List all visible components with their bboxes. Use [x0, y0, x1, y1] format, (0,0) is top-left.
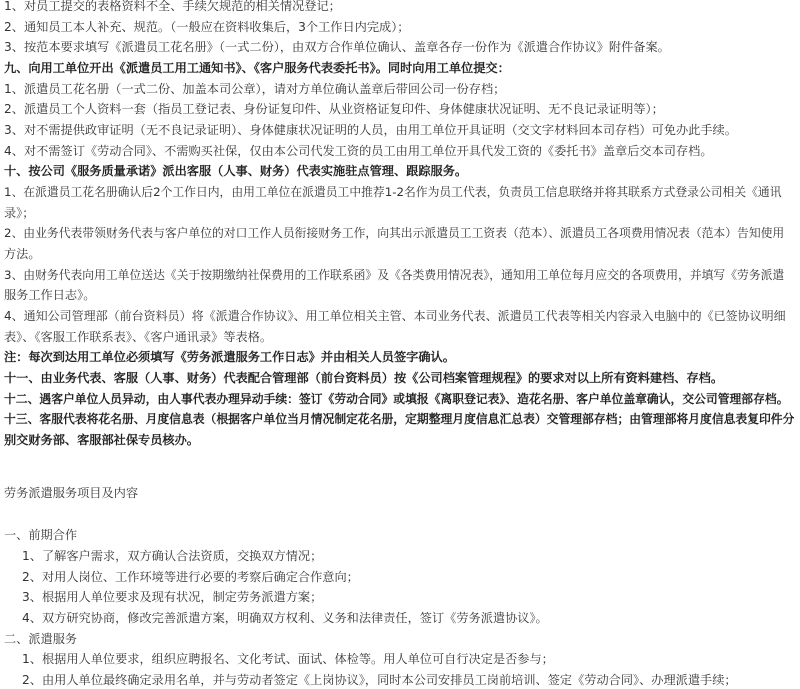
text-line: 2、派遣员工个人资料一套（指员工登记表、身份证复印件、从业资格证复印件、身体健康状况证明、无不良记录证明等）；	[4, 102, 664, 117]
section-heading: 十三、客服代表将花名册、月度信息表（根据客户单位当月情况制定花名册，定期整理月度信息汇总表）交管理部存档；由管理部将月度信息表复印件分	[4, 412, 794, 427]
text-line: 2、通知员工本人补充、规范。（一般应在资料收集后，3个工作日内完成）；	[4, 19, 410, 34]
text-line: 2、由业务代表带领财务代表与客户单位的对口工作人员衔接财务工作，向其出示派遣员工工资表（范本）、派遣员工各项费用情况表（范本）告知使用	[4, 226, 785, 241]
section-heading: 二、派遣服务	[4, 631, 78, 646]
text-line: 1、派遣员工花名册（一式二份、加盖本司公章），请对方单位确认盖章后带回公司一份存档；	[4, 81, 506, 96]
section-heading: 十、按公司《服务质量承诺》派出客服（人事、财务）代表实施驻点管理、跟踪服务。	[4, 164, 468, 179]
list-item: 1、根据用人单位要求，组织应聘报名、文化考试、面试、体检等。用人单位可自行决定是否参与；	[22, 652, 554, 667]
text-line: 4、通知公司管理部（前台资料员）将《派遣合作协议》、用工单位相关主管、本司业务代表、派遣员工代表等相关内容录入电脑中的《已签协议明细	[4, 309, 786, 323]
section-heading: 十二、遇客户单位人员异动，由人事代表办理异动手续：签订《劳动合同》或填报《离职登记表》、造花名册、客户单位盖章确认，交公司管理部存档。	[4, 391, 789, 406]
list-item: 4、双方研究协商，修改完善派遣方案，明确双方权利、义务和法律责任，签订《劳务派遣协议》。	[22, 611, 548, 625]
text-line: 方法。	[4, 247, 41, 261]
list-item: 2、对用人岗位、工作环境等进行必要的考察后确定合作意向；	[22, 569, 359, 584]
text-line: 服务工作日志》。	[4, 288, 96, 303]
list-item: 1、了解客户需求，双方确认合法资质，交换双方情况；	[22, 549, 323, 563]
text-line: 3、按范本要求填写《派遣员工花名册》（一式二份），由双方合作单位确认、盖章各存一份作为《派遣合作协议》附件备案。	[4, 40, 670, 55]
section-heading: 别交财务部、客服部社保专员核办。	[4, 433, 199, 448]
text-line: 表》、《客服工作联系表》、《客户通讯录》等表格。	[4, 329, 273, 344]
list-item: 2、由用人单位最终确定录用名单，并与劳动者签定《上岗协议》，同时本公司安排员工岗前培训、签定《劳动合同》、办理派遣手续；	[22, 673, 737, 687]
section-heading: 十一、由业务代表、客服（人事、财务）代表配合管理部（前台资料员）按《公司档案管理规程》的要求对以上所有资料建档、存档。	[4, 371, 724, 385]
text-line: 1、在派遣员工花名册确认后2个工作日内，由用工单位在派遣员工中推荐1-2名作为员工代表，负责员工信息联络并将其联系方式登录公司相关《通讯	[4, 185, 782, 199]
text-line: 4、对不需签订《劳动合同》、不需购买社保，仅由本公司代发工资的员工由用工单位开具代发工资的《委托书》盖章后交本司存档。	[4, 143, 713, 158]
section-heading: 九、向用工单位开出《派遣员工用工通知书》、《客户服务代表委托书》。同时向用工单位提交：	[4, 61, 510, 75]
section-heading: 一、前期合作	[4, 528, 78, 543]
note-line: 注：每次到达用工单位必须填写《劳务派遣服务工作日志》并由相关人员签字确认。	[4, 350, 455, 365]
text-line: 3、对不需提供政审证明（无不良记录证明）、身体健康状况证明的人员，由用工单位开具证明（交文字材料回本司存档）可免办此手续。	[4, 123, 737, 137]
text-line: 3、由财务代表向用工单位送达《关于按期缴纳社保费用的工作联系函》及《各类费用情况表》，通知用工单位每月应交的各项费用，并填写《劳务派遣	[4, 267, 785, 282]
list-item: 3、根据用人单位要求及现有状况，制定劳务派遣方案；	[22, 590, 323, 605]
text-line: 录》；	[4, 205, 35, 220]
text-line: 1、对员工提交的表格资料不全、手续欠规范的相关情况登记；	[4, 0, 341, 13]
page-subtitle: 劳务派遣服务项目及内容	[4, 486, 139, 501]
